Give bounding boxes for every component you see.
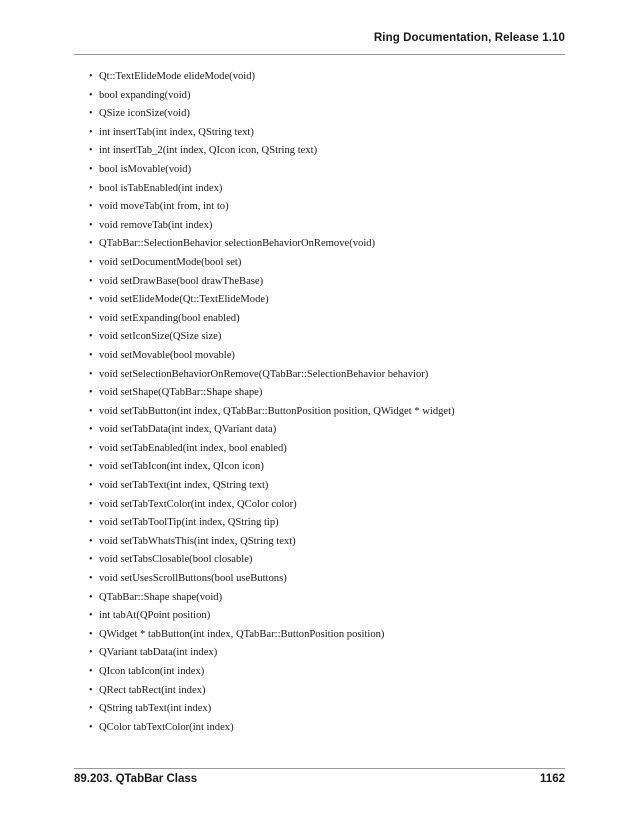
bullet-icon: • bbox=[89, 554, 93, 566]
bullet-icon: • bbox=[89, 461, 93, 473]
method-signature: QTabBar::Shape shape(void) bbox=[99, 591, 223, 603]
method-item bbox=[86, 663, 566, 682]
method-item bbox=[86, 180, 566, 199]
bullet-icon: • bbox=[89, 126, 93, 138]
bullet-icon: • bbox=[89, 628, 93, 640]
bullet-icon: • bbox=[89, 647, 93, 659]
bullet-icon: • bbox=[89, 256, 93, 268]
bullet-icon: • bbox=[89, 349, 93, 361]
method-item bbox=[86, 347, 566, 366]
bullet-icon: • bbox=[89, 721, 93, 733]
method-signature: void setDrawBase(bool drawTheBase) bbox=[99, 275, 264, 287]
document-title: Ring Documentation, Release 1.10 bbox=[373, 32, 565, 44]
method-item bbox=[86, 366, 566, 385]
bullet-icon: • bbox=[89, 294, 93, 306]
method-signature: void removeTab(int index) bbox=[99, 219, 213, 231]
method-item bbox=[86, 700, 566, 719]
method-signature: void setSelectionBehaviorOnRemove(QTabBar::SelectionBehavior behavior) bbox=[99, 368, 429, 380]
bullet-icon: • bbox=[89, 517, 93, 529]
bullet-icon: • bbox=[89, 666, 93, 677]
method-item bbox=[86, 273, 566, 292]
method-item bbox=[86, 607, 566, 626]
method-signature: QString tabText(int index) bbox=[99, 703, 212, 715]
bullet-icon: • bbox=[89, 610, 93, 622]
method-signature: void setTabTextColor(int index, QColor color) bbox=[99, 498, 297, 510]
method-item bbox=[86, 477, 566, 496]
page-number: 1162 bbox=[540, 773, 565, 785]
bullet-icon: • bbox=[89, 405, 93, 417]
bullet-icon: • bbox=[89, 275, 93, 287]
method-signature: void setTabWhatsThis(int index, QString text) bbox=[99, 535, 296, 547]
method-item bbox=[86, 142, 566, 161]
bullet-icon: • bbox=[89, 684, 93, 696]
method-signature: int insertTab(int index, QString text) bbox=[99, 126, 254, 138]
bullet-icon: • bbox=[89, 201, 93, 213]
method-signature: void setIconSize(QSize size) bbox=[99, 331, 222, 343]
bullet-icon: • bbox=[89, 498, 93, 510]
method-signature: QWidget * tabButton(int index, QTabBar::ButtonPosition position) bbox=[99, 628, 385, 640]
bullet-icon: • bbox=[89, 163, 93, 175]
method-signature: void setTabToolTip(int index, QString tip) bbox=[99, 517, 279, 529]
method-item bbox=[86, 514, 566, 533]
method-signature: bool isMovable(void) bbox=[99, 163, 192, 175]
method-item bbox=[86, 291, 566, 310]
method-item bbox=[86, 198, 566, 217]
method-item bbox=[86, 682, 566, 701]
method-item bbox=[86, 421, 566, 440]
method-item bbox=[86, 384, 566, 403]
bullet-icon: • bbox=[89, 89, 93, 101]
method-signature: QVariant tabData(int index) bbox=[99, 647, 218, 659]
method-signature: void setTabText(int index, QString text) bbox=[99, 480, 269, 492]
method-signature: Qt::TextElideMode elideMode(void) bbox=[99, 71, 256, 82]
method-signature: void setTabEnabled(int index, bool enabled) bbox=[99, 442, 287, 454]
method-item bbox=[86, 496, 566, 515]
bullet-icon: • bbox=[89, 703, 93, 715]
bullet-icon: • bbox=[89, 331, 93, 343]
method-item bbox=[86, 719, 566, 738]
method-item bbox=[86, 328, 566, 347]
method-item bbox=[86, 124, 566, 143]
bullet-icon: • bbox=[89, 480, 93, 492]
method-item bbox=[86, 570, 566, 589]
bullet-icon: • bbox=[89, 535, 93, 547]
method-signature: void setTabButton(int index, QTabBar::ButtonPosition position, QWidget * widget) bbox=[99, 405, 455, 417]
bullet-icon: • bbox=[89, 573, 93, 585]
method-signature: QSize iconSize(void) bbox=[99, 108, 190, 120]
method-item bbox=[86, 626, 566, 645]
method-signature: QTabBar::SelectionBehavior selectionBehaviorOnRemove(void) bbox=[99, 238, 376, 250]
method-item bbox=[86, 589, 566, 608]
method-item bbox=[86, 235, 566, 254]
method-signature: void setTabData(int index, QVariant data) bbox=[99, 424, 277, 436]
method-signature: void setTabsClosable(bool closable) bbox=[99, 554, 253, 566]
method-signature: void setUsesScrollButtons(bool useButtons) bbox=[99, 573, 287, 585]
method-signature: bool isTabEnabled(int index) bbox=[99, 182, 223, 194]
method-signature: QIcon tabIcon(int index) bbox=[99, 666, 205, 677]
method-item bbox=[86, 254, 566, 273]
method-signature: QColor tabTextColor(int index) bbox=[99, 721, 234, 733]
section-title: 89.203. QTabBar Class bbox=[74, 773, 198, 785]
method-signature: QRect tabRect(int index) bbox=[99, 684, 206, 696]
method-list bbox=[86, 68, 566, 737]
bullet-icon: • bbox=[89, 591, 93, 603]
bullet-icon: • bbox=[89, 442, 93, 454]
method-signature: void setTabIcon(int index, QIcon icon) bbox=[99, 461, 264, 473]
method-item bbox=[86, 551, 566, 570]
bullet-icon: • bbox=[89, 71, 93, 82]
bullet-icon: • bbox=[89, 424, 93, 436]
method-item bbox=[86, 533, 566, 552]
method-item bbox=[86, 161, 566, 180]
method-signature: bool expanding(void) bbox=[99, 89, 191, 101]
page-header bbox=[74, 30, 565, 55]
method-signature: void setExpanding(bool enabled) bbox=[99, 312, 240, 324]
method-item bbox=[86, 310, 566, 329]
method-item bbox=[86, 644, 566, 663]
method-signature: int tabAt(QPoint position) bbox=[99, 610, 211, 622]
method-item bbox=[86, 440, 566, 459]
method-item bbox=[86, 68, 566, 87]
bullet-icon: • bbox=[89, 238, 93, 250]
page-footer bbox=[74, 768, 565, 789]
method-item bbox=[86, 105, 566, 124]
bullet-icon: • bbox=[89, 108, 93, 120]
bullet-icon: • bbox=[89, 368, 93, 380]
method-signature: void setMovable(bool movable) bbox=[99, 349, 235, 361]
method-signature: void setDocumentMode(bool set) bbox=[99, 256, 242, 268]
method-item bbox=[86, 458, 566, 477]
bullet-icon: • bbox=[89, 387, 93, 399]
method-signature: void setShape(QTabBar::Shape shape) bbox=[99, 387, 263, 399]
method-item bbox=[86, 87, 566, 106]
bullet-icon: • bbox=[89, 312, 93, 324]
method-signature: void setElideMode(Qt::TextElideMode) bbox=[99, 294, 269, 306]
bullet-icon: • bbox=[89, 145, 93, 157]
method-item bbox=[86, 217, 566, 236]
bullet-icon: • bbox=[89, 219, 93, 231]
method-signature: int insertTab_2(int index, QIcon icon, QString text) bbox=[99, 145, 318, 157]
bullet-icon: • bbox=[89, 182, 93, 194]
method-item bbox=[86, 403, 566, 422]
method-signature: void moveTab(int from, int to) bbox=[99, 201, 229, 213]
